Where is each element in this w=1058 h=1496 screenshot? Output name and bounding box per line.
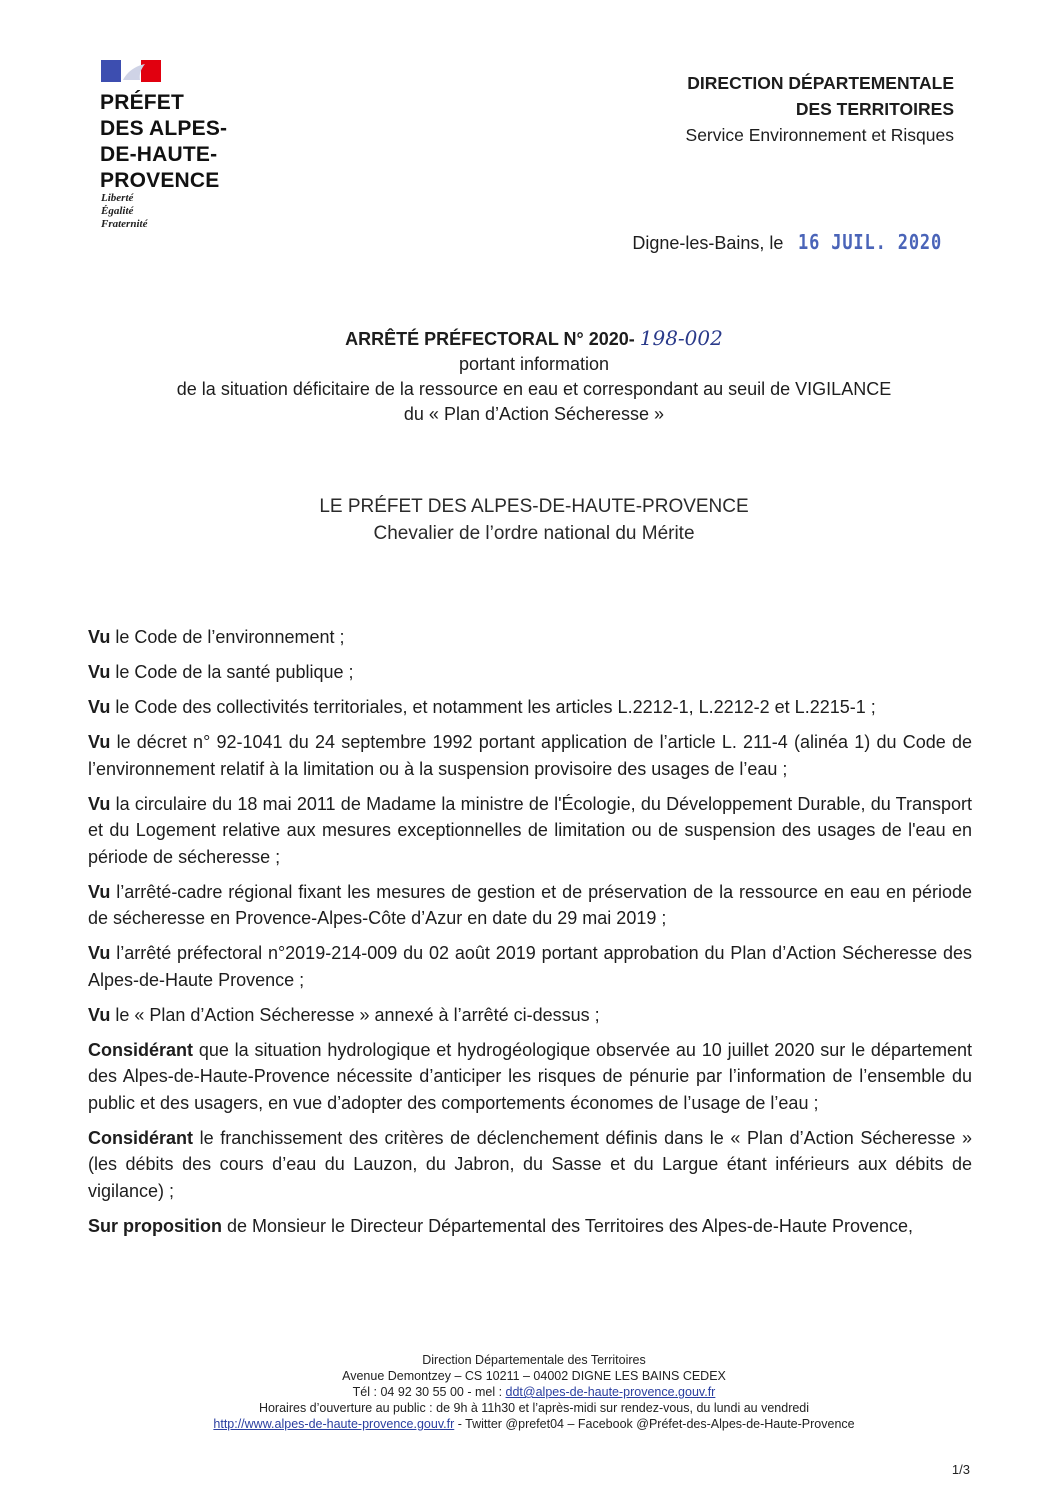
date-prefix: Digne-les-Bains, le — [632, 233, 784, 253]
prefet-title: LE PRÉFET DES ALPES-DE-HAUTE-PROVENCE — [319, 496, 749, 517]
footer-email-link[interactable]: ddt@alpes-de-haute-provence.gouv.fr — [505, 1385, 716, 1399]
arrete-handwritten-number: 198-002 — [639, 326, 723, 350]
motto-egalite: Égalité — [101, 205, 134, 217]
paragraph-vu-code-sante: Vu le Code de la santé publique ; — [88, 662, 354, 682]
paragraph-vu-decret: Vu le décret n° 92-1041 du 24 septembre 1992 portant application de l’article L. 211-4 (alinéa 1) du Code de l’environnement relatif à la limitation ou à la suspension provisoire des usages de l’eau ; — [88, 732, 972, 779]
page-number: 1/3 — [951, 1462, 970, 1477]
motto-fraternite: Fraternité — [101, 218, 148, 230]
paragraph-vu-code-collectivites: Vu le Code des collectivités territoriales, et notamment les articles L.2212-1, L.2212-2 et L.2215-1 ; — [88, 697, 876, 717]
footer-website-link[interactable]: http://www.alpes-de-haute-provence.gouv.fr — [213, 1417, 455, 1431]
flag-red — [141, 60, 161, 82]
prefet-heading — [100, 493, 968, 547]
arrete-title: ARRÊTÉ PRÉFECTORAL N° 2020- — [345, 329, 635, 349]
logo-line-4: PROVENCE — [100, 169, 220, 192]
logo-line-2: DES ALPES- — [100, 117, 228, 140]
footer-line-4: Horaires d’ouverture au public : de 9h à 11h30 et l’après-midi sur rendez-vous, du lundi au vendredi — [258, 1401, 810, 1415]
footer-line-3: Tél : 04 92 30 55 00 - mel : ddt@alpes-de-haute-provence.gouv.fr — [352, 1385, 716, 1399]
arrete-title-block — [100, 326, 968, 427]
footer-line-5: http://www.alpes-de-haute-provence.gouv.fr - Twitter @prefet04 – Facebook @Préfet-des-Alpes-de-Haute-Provence — [213, 1417, 855, 1431]
paragraph-vu-arrete-cadre: Vu l’arrêté-cadre régional fixant les mesures de gestion et de préservation de la ressource en eau en période de sécheresse en Provence-Alpes-Côte d’Azur en date du 29 mai 2019 ; — [88, 881, 972, 928]
flag-blue — [101, 60, 121, 82]
date-stamp: 16 JUIL. 2020 — [798, 230, 943, 254]
marianne-flag-icon — [101, 60, 161, 82]
document-body — [88, 624, 972, 1248]
paragraph-sur-proposition: Sur proposition de Monsieur le Directeur Départemental des Territoires des Alpes-de-Haute Provence, — [88, 1215, 914, 1236]
direction-line-2: DES TERRITOIRES — [795, 99, 954, 119]
paragraph-vu-code-env: Vu le Code de l’environnement ; — [88, 627, 345, 647]
logo-line-1: PRÉFET — [100, 91, 185, 114]
paragraph-considerant-situation: Considérant que la situation hydrologique et hydrogéologique observée au 10 juillet 2020 sur le département des Alpes-de-Haute-Provence nécessite d’anticiper les risques de pénurie par l’information de l’ensemble du public et des usagers, en vue d’adopter des comportements économes de l’usage de l’eau ; — [88, 1039, 972, 1113]
direction-service: Service Environnement et Risques — [685, 125, 954, 145]
title-subline-3: du « Plan d’Action Sécheresse » — [403, 404, 665, 424]
paragraph-vu-circulaire: Vu la circulaire du 18 mai 2011 de Madame la ministre de l'Écologie, du Développement Durable, du Transport et du Logement relative aux mesures exceptionnelles de limitation ou de suspension des usages de l'eau en période de sécheresse ; — [88, 793, 972, 867]
title-subline-1: portant information — [458, 354, 610, 374]
footer-line-1: Direction Départementale des Territoires — [422, 1353, 646, 1367]
prefet-logo-text — [100, 90, 227, 194]
paragraph-vu-arrete-prefectoral: Vu l’arrêté préfectoral n°2019-214-009 du 02 août 2019 portant approbation du Plan d’Action Sécheresse des Alpes-de-Haute Provence ; — [88, 943, 972, 990]
footer-line-2: Avenue Demontzey – CS 10211 – 04002 DIGNE LES BAINS CEDEX — [342, 1369, 726, 1383]
direction-line-1: DIRECTION DÉPARTEMENTALE — [687, 73, 954, 93]
republic-motto — [101, 192, 147, 231]
paragraph-vu-plan: Vu le « Plan d’Action Sécheresse » annexé à l’arrêté ci-dessus ; — [88, 1004, 600, 1025]
title-subline-2: de la situation déficitaire de la ressource en eau et correspondant au seuil de VIGILANCE — [176, 379, 892, 399]
paragraph-considerant-criteres: Considérant le franchissement des critères de déclenchement définis dans le « Plan d’Action Sécheresse » (les débits des cours d’eau du Lauzon, du Jabron, du Sasse et du Largue étant inférieurs aux débits de vigilance) ; — [88, 1127, 972, 1201]
issuing-direction — [686, 70, 954, 148]
motto-liberte: Liberté — [101, 192, 134, 204]
page-footer — [100, 1352, 968, 1432]
prefet-distinction: Chevalier de l’ordre national du Mérite — [373, 523, 695, 544]
logo-line-3: DE-HAUTE- — [100, 143, 218, 166]
date-line — [632, 230, 968, 254]
